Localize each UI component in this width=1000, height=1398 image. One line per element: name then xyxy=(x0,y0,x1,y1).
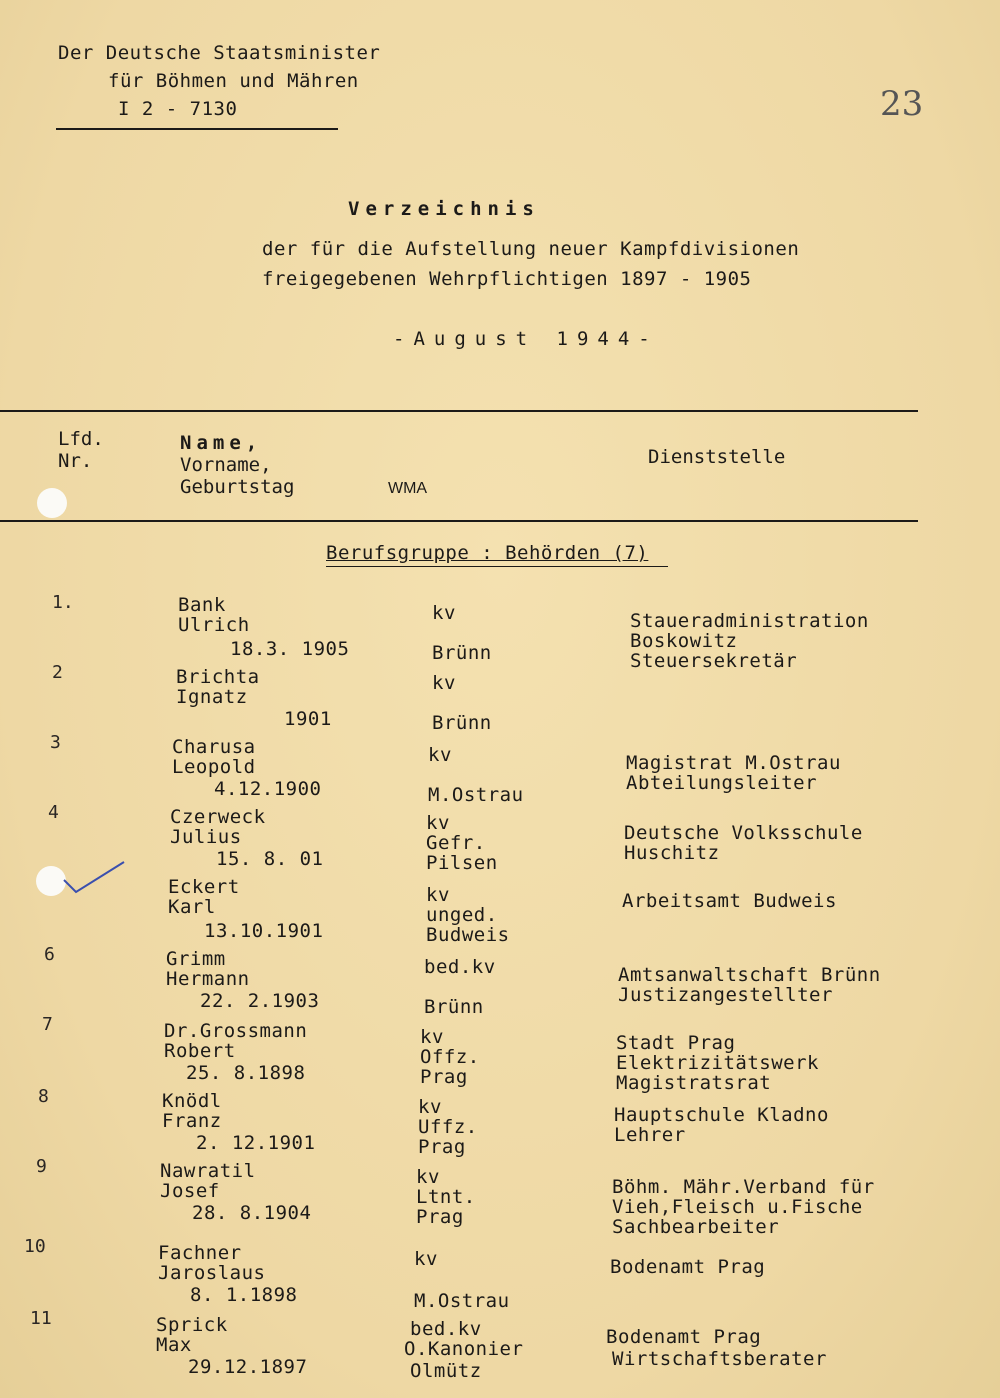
wma-rank: Ltnt. xyxy=(416,1186,476,1208)
row-number: 7 xyxy=(42,1014,53,1035)
dienststelle-line: Boskowitz xyxy=(630,630,738,652)
dienststelle-line: Steuersekretär xyxy=(630,650,798,672)
birth-date: 29.12.1897 xyxy=(188,1356,308,1378)
group-heading-underline xyxy=(326,566,668,567)
dienststelle-line: Justizangestellter xyxy=(618,984,833,1006)
surname: Eckert xyxy=(168,876,240,898)
wma-place: Pilsen xyxy=(426,852,498,874)
wma-status: bed.kv xyxy=(410,1318,482,1340)
first-name: Ulrich xyxy=(178,614,250,636)
document-date: -August 1944- xyxy=(393,328,659,350)
surname: Czerweck xyxy=(170,806,266,828)
table-top-rule xyxy=(0,410,918,412)
dienststelle-line: Staueradministration xyxy=(630,610,869,632)
first-name: Julius xyxy=(170,826,242,848)
wma-status: kv xyxy=(426,812,450,834)
birth-date: 8. 1.1898 xyxy=(190,1284,298,1306)
surname: Knödl xyxy=(162,1090,222,1112)
group-heading: Berufsgruppe : Behörden (7) xyxy=(326,542,649,564)
row-number: 9 xyxy=(36,1156,47,1177)
row-number: 6 xyxy=(44,944,55,965)
dienststelle-line: Böhm. Mähr.Verband für xyxy=(612,1176,875,1198)
dienststelle-line: Abteilungsleiter xyxy=(626,772,818,794)
reference-number: I 2 - 7130 xyxy=(118,98,238,120)
birth-date: 1901 xyxy=(284,708,332,730)
first-name: Robert xyxy=(164,1040,236,1062)
row-number: 10 xyxy=(24,1236,46,1257)
dienststelle-line: Wirtschaftsberater xyxy=(612,1348,827,1370)
wma-place: Brünn xyxy=(432,712,492,734)
wma-place: M.Ostrau xyxy=(428,784,524,806)
dienststelle-line: Sachbearbeiter xyxy=(612,1216,780,1238)
dienststelle-line: Huschitz xyxy=(624,842,720,864)
birth-date: 22. 2.1903 xyxy=(200,990,320,1012)
wma-place: Olmütz xyxy=(410,1360,482,1382)
wma-rank: O.Kanonier xyxy=(404,1338,524,1360)
col-lfd: Lfd. xyxy=(58,428,104,450)
first-name: Ignatz xyxy=(176,686,248,708)
wma-status: bed.kv xyxy=(424,956,496,978)
wma-status: kv xyxy=(416,1166,440,1188)
table-header-bottom-rule xyxy=(0,520,918,522)
dienststelle-line: Stadt Prag xyxy=(616,1032,736,1054)
document-title: Verzeichnis xyxy=(348,198,540,220)
dienststelle-line: Magistratsrat xyxy=(616,1072,772,1094)
wma-rank: Gefr. xyxy=(426,832,486,854)
wma-place: Prag xyxy=(416,1206,464,1228)
col-geburtstag: Geburtstag xyxy=(180,476,295,498)
first-name: Franz xyxy=(162,1110,222,1132)
col-dienststelle: Dienststelle xyxy=(648,446,786,468)
letterhead-rule xyxy=(56,128,338,130)
dienststelle-line: Vieh,Fleisch u.Fische xyxy=(612,1196,863,1218)
row-number: 2 xyxy=(52,662,63,683)
row-number: 3 xyxy=(50,732,61,753)
birth-date: 2. 12.1901 xyxy=(196,1132,316,1154)
row-number: 8 xyxy=(38,1086,49,1107)
surname: Charusa xyxy=(172,736,256,758)
birth-date: 13.10.1901 xyxy=(204,920,324,942)
dienststelle-line: Hauptschule Kladno xyxy=(614,1104,829,1126)
row-number: 1. xyxy=(52,592,74,613)
dienststelle-line: Lehrer xyxy=(614,1124,686,1146)
surname: Bank xyxy=(178,594,226,616)
birth-date: 15. 8. 01 xyxy=(216,848,324,870)
row-number: 4 xyxy=(48,802,59,823)
wma-status: kv xyxy=(428,744,452,766)
dienststelle-line: Bodenamt Prag xyxy=(606,1326,762,1348)
surname: Nawratil xyxy=(160,1160,256,1182)
wma-place: Prag xyxy=(420,1066,468,1088)
col-wma: WMA xyxy=(388,480,428,497)
col-name: Name, xyxy=(180,432,263,454)
birth-date: 4.12.1900 xyxy=(214,778,322,800)
surname: Fachner xyxy=(158,1242,242,1264)
row-number: 11 xyxy=(30,1308,52,1329)
wma-rank: unged. xyxy=(426,904,498,926)
wma-status: kv xyxy=(432,602,456,624)
birth-date: 28. 8.1904 xyxy=(192,1202,312,1224)
dienststelle-line: Bodenamt Prag xyxy=(610,1256,766,1278)
birth-date: 25. 8.1898 xyxy=(186,1062,306,1084)
wma-status: kv xyxy=(432,672,456,694)
wma-place: Brünn xyxy=(424,996,484,1018)
wma-status: kv xyxy=(426,884,450,906)
check-mark-icon xyxy=(62,858,126,898)
title-line1: der für die Aufstellung neuer Kampfdivisionen xyxy=(262,238,800,260)
dienststelle-line: Arbeitsamt Budweis xyxy=(622,890,837,912)
wma-status: kv xyxy=(414,1248,438,1270)
title-line2: freigegebenen Wehrpflichtigen 1897 - 1905 xyxy=(262,268,752,290)
punch-hole xyxy=(37,488,67,518)
wma-status: kv xyxy=(418,1096,442,1118)
first-name: Karl xyxy=(168,896,216,918)
wma-place: Budweis xyxy=(426,924,510,946)
surname: Dr.Grossmann xyxy=(164,1020,308,1042)
wma-place: M.Ostrau xyxy=(414,1290,510,1312)
wma-place: Brünn xyxy=(432,642,492,664)
dienststelle-line: Magistrat M.Ostrau xyxy=(626,752,841,774)
dienststelle-line: Amtsanwaltschaft Brünn xyxy=(618,964,881,986)
wma-status: kv xyxy=(420,1026,444,1048)
surname: Sprick xyxy=(156,1314,228,1336)
first-name: Hermann xyxy=(166,968,250,990)
dienststelle-line: Elektrizitätswerk xyxy=(616,1052,819,1074)
col-nr: Nr. xyxy=(58,450,93,472)
first-name: Max xyxy=(156,1334,192,1356)
page-number: 23 xyxy=(880,84,924,124)
wma-place: Prag xyxy=(418,1136,466,1158)
first-name: Jaroslaus xyxy=(158,1262,266,1284)
dienststelle-line: Deutsche Volksschule xyxy=(624,822,863,844)
birth-date: 18.3. 1905 xyxy=(230,638,350,660)
col-vorname: Vorname, xyxy=(180,454,272,476)
letterhead-line1: Der Deutsche Staatsminister xyxy=(58,42,381,64)
first-name: Josef xyxy=(160,1180,220,1202)
wma-rank: Offz. xyxy=(420,1046,480,1068)
first-name: Leopold xyxy=(172,756,256,778)
wma-rank: Uffz. xyxy=(418,1116,478,1138)
surname: Grimm xyxy=(166,948,226,970)
letterhead-line2: für Böhmen und Mähren xyxy=(108,70,359,92)
surname: Brichta xyxy=(176,666,260,688)
